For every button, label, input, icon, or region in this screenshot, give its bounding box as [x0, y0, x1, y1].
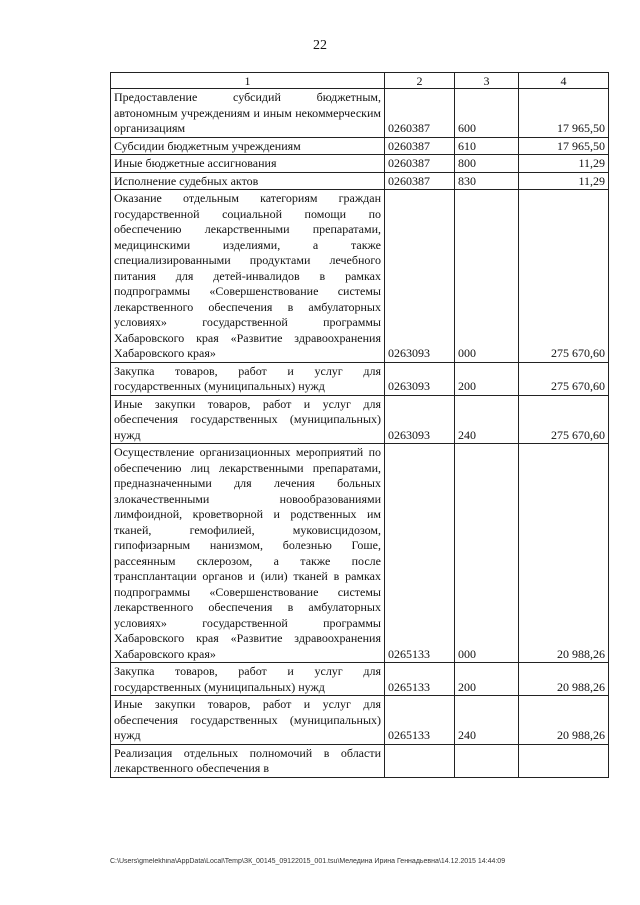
row-name-cell: Закупка товаров, работ и услуг для государственных (муниципальных) нужд — [111, 362, 385, 395]
row-name-cell: Реализация отдельных полномочий в области лекарственного обеспечения в — [111, 744, 385, 777]
file-path-footer: C:\Users\gmelekhina\AppData\Local\Temp\ЗК_00145_09122015_001.tsu\Меледина Ирина Геннадьевна\14.12.2015 14:44:09 — [110, 858, 506, 865]
row-name-cell: Предоставление субсидий бюджетным, автономным учреждениям и иным некоммерческим организациям — [111, 89, 385, 138]
row-code-cell — [385, 744, 455, 777]
row-code-cell: 0263093 — [385, 395, 455, 444]
table-row — [111, 172, 609, 190]
table-row — [111, 155, 609, 173]
row-code-cell: 0265133 — [385, 696, 455, 745]
page-number: 22 — [313, 38, 327, 53]
row-type-cell — [455, 744, 519, 777]
row-code-cell: 0260387 — [385, 89, 455, 138]
row-name-cell: Субсидии бюджетным учреждениям — [111, 137, 385, 155]
row-sum-cell: 11,29 — [519, 155, 609, 173]
row-sum-cell: 275 670,60 — [519, 190, 609, 363]
row-type-cell: 610 — [455, 137, 519, 155]
row-code-cell: 0260387 — [385, 137, 455, 155]
header-cell-code: 2 — [385, 73, 455, 89]
row-type-cell: 200 — [455, 362, 519, 395]
table-row — [111, 89, 609, 138]
header-cell-name: 1 — [111, 73, 385, 89]
row-sum-cell — [519, 744, 609, 777]
row-sum-cell: 20 988,26 — [519, 663, 609, 696]
row-sum-cell: 17 965,50 — [519, 137, 609, 155]
row-sum-cell: 275 670,60 — [519, 362, 609, 395]
row-sum-cell: 20 988,26 — [519, 444, 609, 663]
row-name-cell: Оказание отдельным категориям граждан государственной социальной помощи по обеспечению лекарственными препаратами, медицинскими изделиями, а также специализированными продуктами лечебного питания для детей-инвалидов в рамках подпрограммы «Совершенствование системы лекарственного обеспечения в амбулаторных условиях» государственной программы Хабаровского края «Развитие здравоохранения Хабаровского края» — [111, 190, 385, 363]
row-type-cell: 000 — [455, 190, 519, 363]
row-type-cell: 240 — [455, 696, 519, 745]
row-name-cell: Иные бюджетные ассигнования — [111, 155, 385, 173]
table-header-row — [111, 73, 609, 89]
row-name-cell: Иные закупки товаров, работ и услуг для обеспечения государственных (муниципальных) нужд — [111, 395, 385, 444]
row-sum-cell: 275 670,60 — [519, 395, 609, 444]
row-code-cell: 0263093 — [385, 362, 455, 395]
row-name-cell: Иные закупки товаров, работ и услуг для обеспечения государственных (муниципальных) нужд — [111, 696, 385, 745]
budget-table — [110, 72, 609, 778]
table-row — [111, 190, 609, 363]
row-name-cell: Исполнение судебных актов — [111, 172, 385, 190]
row-code-cell: 0260387 — [385, 155, 455, 173]
row-code-cell: 0263093 — [385, 190, 455, 363]
table-row — [111, 696, 609, 745]
table-row — [111, 395, 609, 444]
table-row — [111, 663, 609, 696]
row-code-cell: 0260387 — [385, 172, 455, 190]
row-type-cell: 600 — [455, 89, 519, 138]
table-row — [111, 744, 609, 777]
row-sum-cell: 11,29 — [519, 172, 609, 190]
row-code-cell: 0265133 — [385, 663, 455, 696]
row-type-cell: 000 — [455, 444, 519, 663]
row-type-cell: 800 — [455, 155, 519, 173]
row-code-cell: 0265133 — [385, 444, 455, 663]
header-cell-type: 3 — [455, 73, 519, 89]
row-name-cell: Осуществление организационных мероприятий по обеспечению лиц лекарственными препаратами, предназначенными для лечения больных злокачественными новообразованиями лимфоидной, кроветворной и родственных им тканей, гемофилией, муковисцидозом, гипофизарным нанизмом, болезнью Гоше, рассеянным склерозом, а также после трансплантации органов и (или) тканей в рамках подпрограммы «Совершенствование системы лекарственного обеспечения в амбулаторных условиях» государственной программы Хабаровского края «Развитие здравоохранения Хабаровского края» — [111, 444, 385, 663]
table-row — [111, 362, 609, 395]
table-row — [111, 444, 609, 663]
row-name-cell: Закупка товаров, работ и услуг для государственных (муниципальных) нужд — [111, 663, 385, 696]
row-sum-cell: 17 965,50 — [519, 89, 609, 138]
row-sum-cell: 20 988,26 — [519, 696, 609, 745]
header-cell-sum: 4 — [519, 73, 609, 89]
table-row — [111, 137, 609, 155]
row-type-cell: 240 — [455, 395, 519, 444]
row-type-cell: 830 — [455, 172, 519, 190]
row-type-cell: 200 — [455, 663, 519, 696]
